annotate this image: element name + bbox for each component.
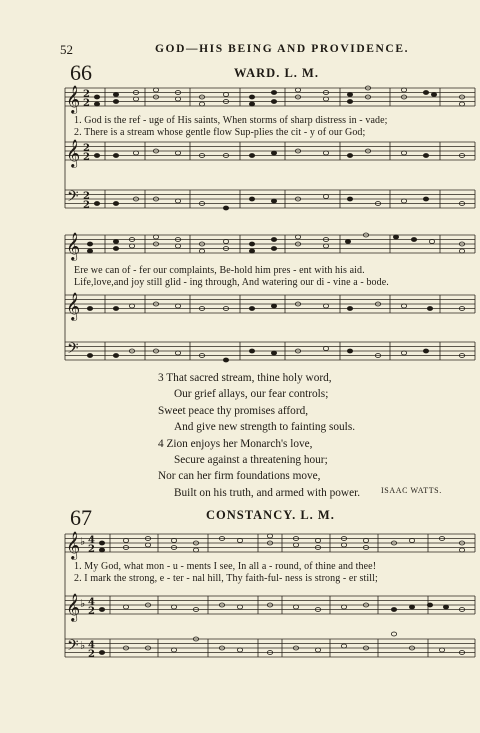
hymn-67-verse-1-line: 1. My God, what mon - u - ments I see, In all a - round, of thine and thee! xyxy=(74,561,377,572)
hymn-66-tune-name: WARD. L. M. xyxy=(234,66,319,80)
svg-text:𝄢: 𝄢 xyxy=(67,637,79,658)
music-staves-66-2 xyxy=(0,225,480,370)
svg-text:2: 2 xyxy=(88,649,95,660)
stanza-line: 3 That sacred stream, thine holy word, xyxy=(158,372,332,384)
music-staves-67-1 xyxy=(0,520,480,670)
hymn-67-tune-name: CONSTANCY. L. M. xyxy=(206,508,335,522)
stanza-line: Built on his truth, and armed with power. xyxy=(174,486,361,499)
stanza-line: 4 Zion enjoys her Monarch's love, xyxy=(158,437,313,450)
svg-text:4: 4 xyxy=(88,640,95,651)
svg-text:𝄞: 𝄞 xyxy=(66,232,81,260)
svg-text:2: 2 xyxy=(83,152,90,163)
svg-text:𝄞: 𝄞 xyxy=(66,85,81,113)
hymn-67-verse-2-line: 2. I mark the strong, e - ter - nal hill, Thy faith-ful- ness is strong - er still; xyxy=(74,573,378,584)
svg-text:𝄞: 𝄞 xyxy=(66,593,81,621)
music-staves-66-1 xyxy=(0,80,480,230)
svg-text:2: 2 xyxy=(88,606,95,617)
hymn-66-stanzas xyxy=(158,370,360,501)
svg-text:𝄞: 𝄞 xyxy=(66,531,81,559)
svg-text:2: 2 xyxy=(83,98,90,109)
hymn-66-system-2 xyxy=(0,225,480,370)
stanza-line: Nor can her firm foundations move, xyxy=(158,470,321,483)
svg-text:2: 2 xyxy=(83,143,90,154)
svg-text:4: 4 xyxy=(88,535,95,546)
svg-text:2: 2 xyxy=(83,200,90,211)
svg-text:𝄞: 𝄞 xyxy=(66,139,81,167)
svg-text:2: 2 xyxy=(83,89,90,100)
hymn-66-verse-2-line: 2. There is a stream whose gentle flow Sup-plies the cit - y of our God; xyxy=(74,127,366,138)
stanza-line: Sweet peace thy promises afford, xyxy=(158,404,309,417)
stanza-line: Secure against a threatening hour; xyxy=(174,454,328,467)
svg-text:𝄞: 𝄞 xyxy=(66,292,81,320)
svg-text:𝄢: 𝄢 xyxy=(67,340,79,361)
page-header xyxy=(0,42,480,58)
stanza-line: Our grief allays, our fear controls; xyxy=(174,388,329,401)
svg-text:♭: ♭ xyxy=(80,597,86,610)
svg-text:♭: ♭ xyxy=(80,639,86,652)
svg-text:2: 2 xyxy=(88,544,95,555)
hymn-66-verse-1-line: Ere we can of - fer our complaints, Be-hold him pres - ent with his aid. xyxy=(74,265,365,276)
page-number: 52 xyxy=(60,42,73,57)
hymn-66-author: ISAAC WATTS. xyxy=(381,486,442,495)
hymn-66-number: 66 xyxy=(70,60,92,85)
hymn-66-system-1 xyxy=(0,80,480,230)
svg-text:4: 4 xyxy=(88,597,95,608)
svg-text:2: 2 xyxy=(83,191,90,202)
hymn-67-system-1 xyxy=(0,520,480,670)
hymn-66-verse-1-line: 1. God is the ref - uge of His saints, When storms of sharp distress in - vade; xyxy=(74,115,388,126)
hymn-66-verse-2-line: Life,love,and joy still glid - ing through, And watering our di - vine a - bode. xyxy=(74,277,389,288)
stanza-line: And give new strength to fainting souls. xyxy=(174,421,356,434)
svg-text:𝄢: 𝄢 xyxy=(67,188,79,209)
hymn-67-number: 67 xyxy=(70,505,92,530)
running-head: GOD—HIS BEING AND PROVIDENCE. xyxy=(155,43,410,55)
svg-text:♭: ♭ xyxy=(80,535,86,548)
